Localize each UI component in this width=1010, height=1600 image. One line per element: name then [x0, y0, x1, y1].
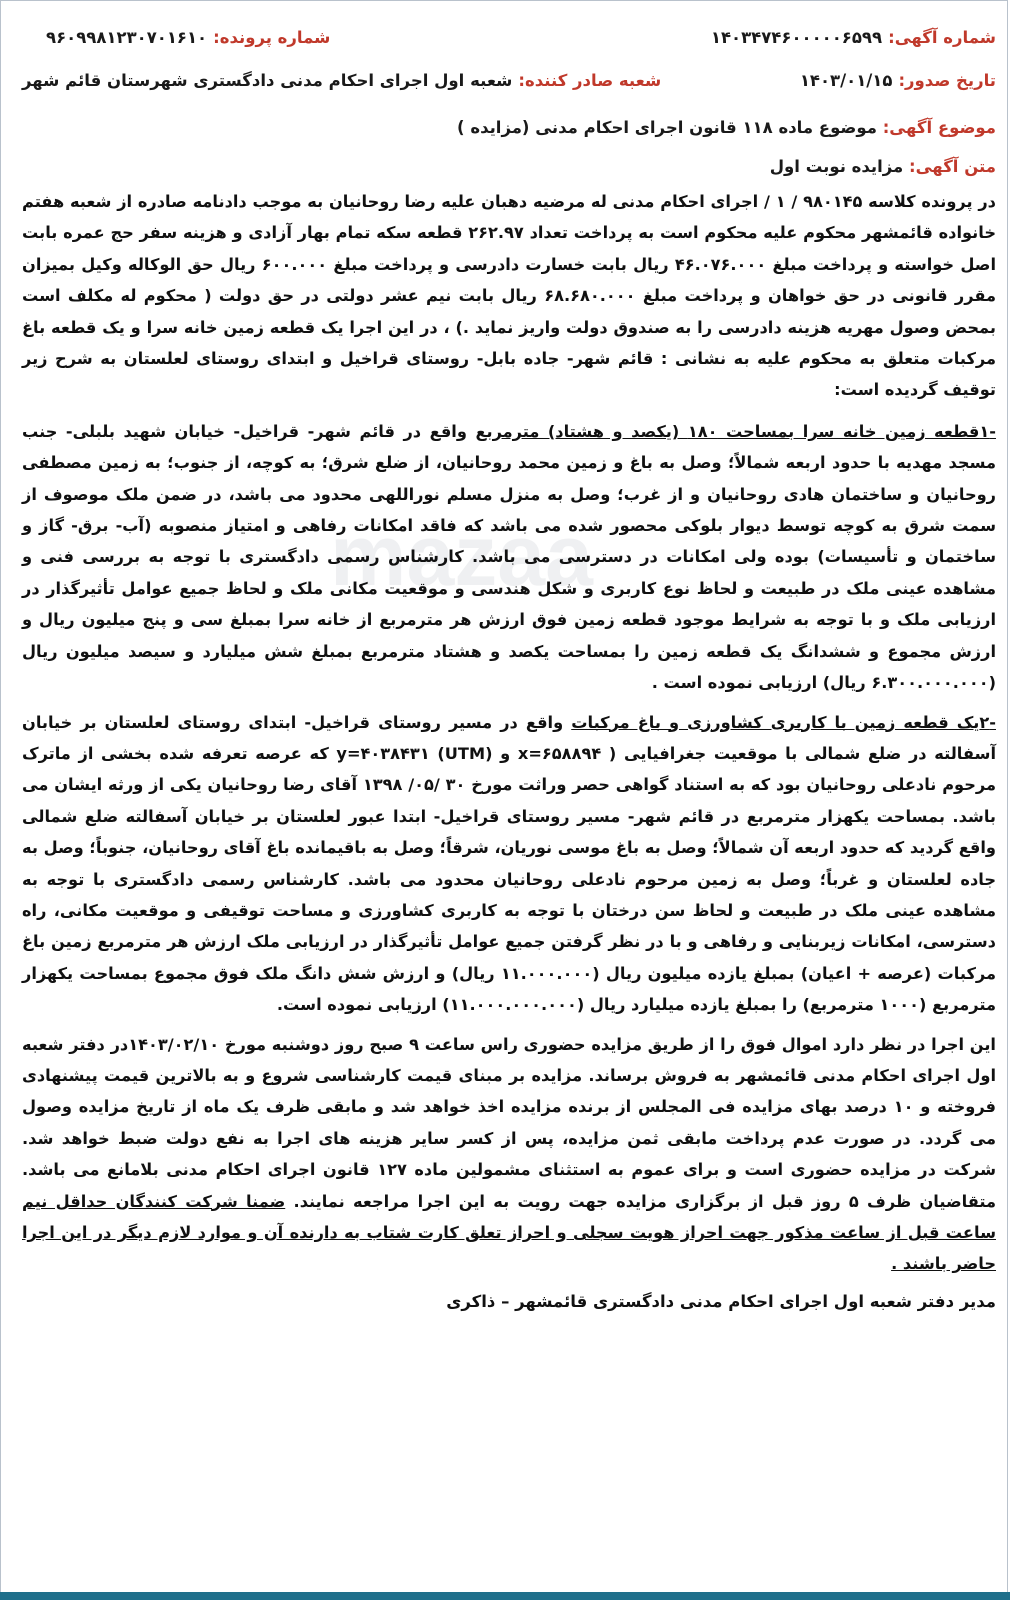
notice-number-field — [711, 28, 996, 47]
notice-document — [22, 28, 996, 1311]
case-number-label: شماره پرونده: — [213, 28, 331, 47]
issue-date-field — [800, 71, 996, 90]
case-number-value: ۹۶۰۹۹۸۱۲۳۰۷۰۱۶۱۰ — [46, 28, 208, 47]
issue-date-value: ۱۴۰۳/۰۱/۱۵ — [799, 71, 893, 90]
subject-line — [22, 118, 996, 137]
notice-number-value: ۱۴۰۳۴۷۴۶۰۰۰۰۰۶۵۹۹ — [710, 28, 883, 47]
item-1-heading: -۱قطعه زمین خانه سرا بمساحت ۱۸۰ (یکصد و هشتاد) مترمربع — [475, 421, 996, 441]
case-number-field — [46, 28, 330, 47]
bottom-bar — [0, 1592, 1010, 1600]
paragraph-case-summary: در پرونده کلاسه ۹۸۰۱۴۵ / ۱ / اجرای احکام مدنی له مرضیه دهبان علیه رضا روحانیان به موجب دادنامه صادره از شعبه هفتم خانواده قائمشهر محکوم علیه محکوم است به پرداخت تعداد ۲۶۲.۹۷ قطعه سکه تمام بهار آزادی و هزینه سفر حج عمره بابت اصل خواسته و پرداخت مبلغ ۴۶.۰۷۶.۰۰۰ ریال بابت خسارت دادرسی و پرداخت مبلغ ۶۰۰.۰۰۰ ریال حق الوکاله وکیل بمیزان مقرر قانونی در حق خواهان و پرداخت مبلغ ۶۸.۶۸۰.۰۰۰ ریال بابت نیم عشر دولتی در حق دولت ( محکوم له مکلف است بمحض وصول مهریه هزینه دادرسی را به صندوق دولت واریز نماید .) ، در این اجرا یک قطعه زمین خانه سرا و یک قطعه باغ مرکبات متعلق به محکوم علیه به نشانی : قائم شهر- جاده بابل- روستای قراخیل و ابتدای روستای لعلستان به شرح زیر توقیف گردیده است: — [22, 192, 996, 400]
issuer-label: شعبه صادر کننده: — [518, 71, 662, 90]
issuer-value: شعبه اول اجرای احکام مدنی دادگستری شهرستان قائم شهر — [22, 71, 513, 90]
issuer-field — [22, 71, 661, 90]
text-title-line — [22, 157, 996, 176]
header-row-1 — [22, 28, 996, 47]
subject-value: موضوع ماده ۱۱۸ قانون اجرای احکام مدنی (مزایده ) — [457, 118, 877, 137]
text-title: مزایده نوبت اول — [769, 157, 904, 176]
text-label: متن آگهی: — [909, 157, 996, 176]
signature-line: مدیر دفتر شعبه اول اجرای احکام مدنی دادگستری قائمشهر – ذاکری — [446, 1291, 996, 1311]
paragraph-item-2 — [22, 707, 996, 1021]
item-2-text: واقع در مسیر روستای قراخیل- ابتدای روستای لعلستان بر خیابان آسفالته در ضلع شمالی با موقعیت جغرافیایی ( x=۶۵۸۸۹۴ و y=۴۰۳۸۴۳۱ (UTM) که عرصه تعرفه شده بخشی از ماترک مرحوم نادعلی روحانیان بود که به استناد گواهی حصر وراثت مورخ ۳۰ /۰۵/ ۱۳۹۸ آقای رضا روحانیان یکی از ورثه ایشان می باشد. بمساحت یکهزار مترمربع در قائم شهر- مسیر روستای قراخیل- ابتدا عبور لعلستان بر خیابان آسفالته ضلع شمالی واقع گردید که حدود اربعه آن شمالاً؛ وصل به باغ موسی نوریان، شرقاً؛ وصل به باقیمانده باغ آقای روحانیان، جنوباً؛ وصل به جاده لعلستان و غرباً؛ وصل به زمین مرحوم نادعلی روحانیان محدود می باشد. کارشناس رسمی دادگستری با توجه به مشاهده عینی ملک در طبیعت و لحاظ سن درختان با توجه به کاربری کشاورزی و مساحت توقیفی و موقعیت مکانی، راه دسترسی، امکانات زیربنایی و رفاهی و با در نظر گرفتن جمیع عوامل تأثیرگذار در ارزیابی ملک ارزش هر مترمربع زمین باغ مرکبات (عرصه + اعیان) بمبلغ یازده میلیون ریال (۱۱.۰۰۰.۰۰۰ ریال) و ارزش شش دانگ ملک فوق مجموع بمساحت یکهزار مترمربع (۱۰۰۰ مترمربع) را بمبلغ یازده میلیارد ریال (۱۱.۰۰۰.۰۰۰.۰۰۰) ارزیابی نموده است. — [22, 712, 996, 1015]
header-row-2 — [22, 71, 996, 90]
item-1-text: واقع در قائم شهر- قراخیل- خیابان شهید بلبلی- جنب مسجد مهدیه با حدود اربعه شمالاً؛ وصل به باغ و زمین محمد روحانیان، از ضلع شرق؛ به کوچه، از جنوب؛ به زمین مصطفی روحانیان و ساختمان هادی روحانیان و از غرب؛ وصل به منزل مسلم نوراللهی محدود می باشد، در ضمن ملک موصوف از سمت شرق به کوچه توسط دیوار بلوکی محصور شده می باشد که فاقد امکانات رفاهی و امتیاز منصوبه (آب- برق- گاز و ساختمان و تأسیسات) بوده ولی امکانات در دسترسی می باشد. کارشناس رسمی دادگستری با توجه به بررسی فنی و مشاهده عینی ملک در طبیعت و لحاظ نوع کاربری و شکل هندسی و موقعیت مکانی ملک و لحاظ جمیع عوامل تأثیرگذار در ارزیابی ملک و با توجه به شرایط موجود قطعه زمین فوق ارزش هر مترمربع از خانه سرا بمبلغ سی و پنج میلیون ریال و ارزش مجموع و ششدانگ یک قطعه زمین را بمساحت یکصد و هشتاد مترمربع بمبلغ شش میلیارد و سیصد میلیون ریال (۶.۳۰۰.۰۰۰.۰۰۰ ریال) ارزیابی نموده است . — [22, 421, 996, 693]
svg-text:mazaa: mazaa — [330, 508, 593, 604]
auction-terms-text: این اجرا در نظر دارد اموال فوق را از طریق مزایده حضوری راس ساعت ۹ صبح روز دوشنبه مورخ ۱۴۰۳/۰۲/۱۰در دفتر شعبه اول اجرای احکام مدنی قائمشهر به فروش برساند. مزایده بر مبنای قیمت کارشناسی شروع و به بالاترین قیمت پیشنهادی فروخته و ۱۰ درصد بهای مزایده فی المجلس از برنده مزایده اخذ خواهد شد و مابقی ظرف یک ماه از تاریخ مزایده وصول می گردد. در صورت عدم پرداخت مابقی ثمن مزایده، پس از کسر سایر هزینه های اجرا به نفع دولت ضبط خواهد شد. شرکت در مزایده حضوری است و برای عموم به استثنای مشمولین ماده ۱۲۷ قانون اجرای احکام مدنی بلامانع می باشد. متقاضیان ظرف ۵ روز قبل از برگزاری مزایده جهت رویت به این اجرا مراجعه نمایند. — [22, 1034, 996, 1211]
subject-label: موضوع آگهی: — [882, 118, 996, 137]
auction-attendance-note: ضمنا شرکت کنندگان حداقل نیم ساعت قبل از ساعت مذکور جهت احراز هویت سجلی و احراز تعلق کارت شتاب به دارنده آن و موارد لازم دیگر در این اجرا حاضر باشند . — [22, 1191, 996, 1274]
item-2-heading: -۲یک قطعه زمین با کاربری کشاورزی و باغ مرکبات — [571, 712, 996, 732]
notice-number-label: شماره آگهی: — [888, 28, 996, 47]
paragraph-auction-terms — [22, 1029, 996, 1280]
issue-date-label: تاریخ صدور: — [898, 71, 996, 90]
paragraph-item-1 — [22, 416, 996, 699]
